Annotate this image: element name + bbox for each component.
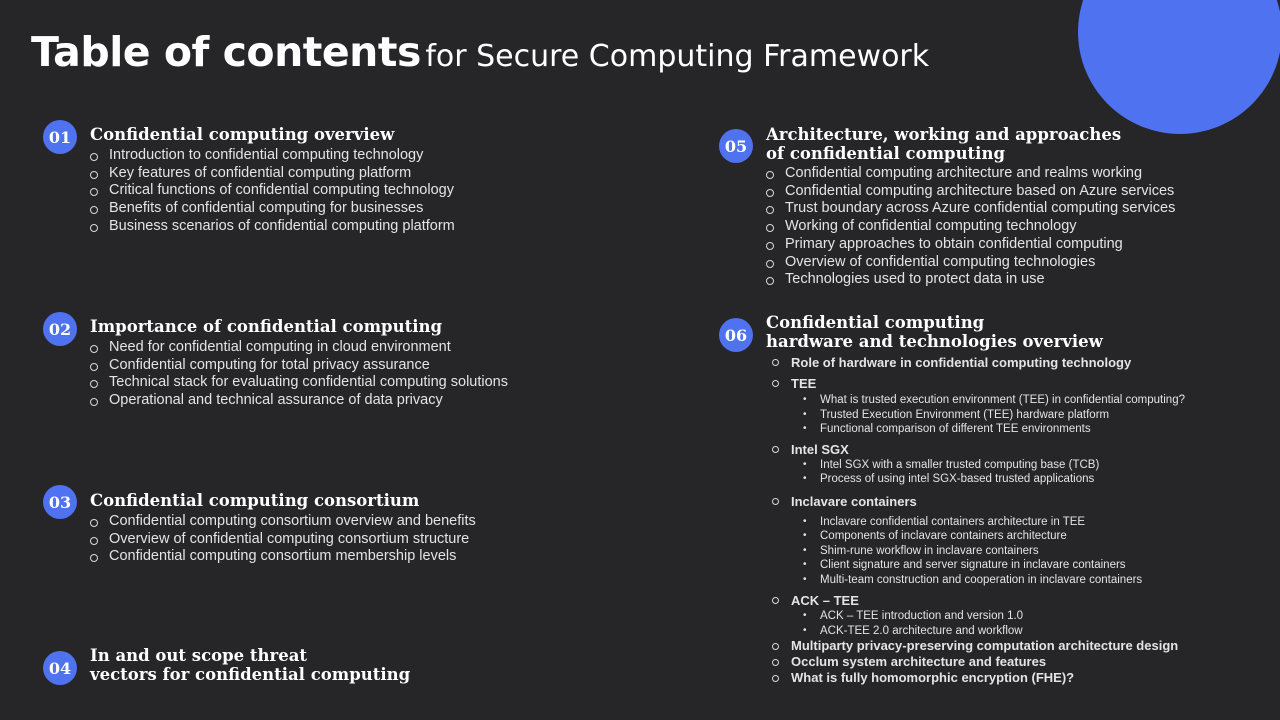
section-title — [766, 313, 1103, 351]
section-item-list — [90, 339, 508, 410]
section-item: Overview of confidential computing technologies — [766, 254, 1175, 272]
sub-item: • Process of using intel SGX-based trusted applications — [772, 472, 1252, 487]
title-subtitle: for Secure Computing Framework — [425, 39, 930, 74]
section-title — [90, 646, 410, 684]
section-number-badge: 02 — [43, 312, 77, 346]
section-item: Key features of confidential computing platform — [90, 165, 455, 183]
section-item: Technical stack for evaluating confidential computing solutions — [90, 374, 508, 392]
section-title-line: hardware and technologies overview — [766, 332, 1103, 351]
sub-item-list — [772, 609, 1252, 638]
section-item: Primary approaches to obtain confidential computing — [766, 236, 1175, 254]
sub-item: • Intel SGX with a smaller trusted computing base (TCB) — [772, 458, 1252, 473]
sub-item: • What is trusted execution environment (TEE) in confidential computing? — [772, 393, 1252, 408]
section-title-line: of confidential computing — [766, 144, 1005, 163]
sub-item-list — [772, 393, 1252, 437]
section-item: Intel SGX — [772, 441, 1252, 458]
section-item: Need for confidential computing in cloud environment — [90, 339, 508, 357]
section-title — [766, 125, 1121, 163]
sub-item: • Trusted Execution Environment (TEE) hardware platform — [772, 408, 1252, 423]
section-title — [90, 317, 442, 336]
section-number-badge: 05 — [719, 129, 753, 163]
section-item: Benefits of confidential computing for businesses — [90, 200, 455, 218]
section-item: Critical functions of confidential computing technology — [90, 182, 455, 200]
sub-item: • Multi-team construction and cooperation in inclavare containers — [772, 573, 1252, 588]
section-title-line: Confidential computing overview — [90, 125, 395, 144]
section-item: Inclavare containers — [772, 493, 1252, 510]
section-item-list — [766, 165, 1175, 289]
page-title — [31, 28, 929, 76]
sub-item: • Shim-rune workflow in inclavare containers — [772, 544, 1252, 559]
section-item: Confidential computing architecture based on Azure services — [766, 183, 1175, 201]
section-title-line: In and out scope threat — [90, 646, 308, 665]
section-number-badge: 04 — [43, 651, 77, 685]
section-item: Occlum system architecture and features — [772, 654, 1252, 670]
sub-item-list — [772, 515, 1252, 588]
section-item: TEE — [772, 375, 1252, 392]
section-item: Business scenarios of confidential computing platform — [90, 218, 455, 236]
section-item: Operational and technical assurance of data privacy — [90, 392, 508, 410]
section-item: Confidential computing consortium overview and benefits — [90, 513, 476, 531]
section-item: Technologies used to protect data in use — [766, 271, 1175, 289]
section-item: Confidential computing consortium membership levels — [90, 548, 476, 566]
decorative-circle — [1078, 0, 1280, 134]
section-number-badge: 01 — [43, 120, 77, 154]
sub-item: • ACK-TEE 2.0 architecture and workflow — [772, 624, 1252, 639]
title-main: Table of contents — [31, 28, 421, 76]
section-number-badge: 06 — [719, 318, 753, 352]
section-title-line: Importance of confidential computing — [90, 317, 442, 336]
sub-item-list — [772, 458, 1252, 487]
section-title-line: vectors for confidential computing — [90, 665, 411, 684]
section-title-line: Architecture, working and approaches — [766, 125, 1122, 144]
sub-item: • ACK – TEE introduction and version 1.0 — [772, 609, 1252, 624]
section-item: Working of confidential computing technology — [766, 218, 1175, 236]
section-title — [90, 125, 394, 144]
section-item: Multiparty privacy-preserving computation architecture design — [772, 638, 1252, 654]
section-item: Confidential computing architecture and realms working — [766, 165, 1175, 183]
section-item-list — [90, 147, 455, 236]
section-item-list — [772, 354, 1252, 686]
section-item-list — [90, 513, 476, 566]
section-title — [90, 491, 419, 510]
section-item: What is fully homomorphic encryption (FHE)? — [772, 670, 1252, 686]
sub-item: • Inclavare confidential containers architecture in TEE — [772, 515, 1252, 530]
section-title-line: Confidential computing consortium — [90, 491, 420, 510]
section-item: Overview of confidential computing consortium structure — [90, 531, 476, 549]
section-item: Introduction to confidential computing technology — [90, 147, 455, 165]
sub-item: • Client signature and server signature in inclavare containers — [772, 558, 1252, 573]
section-item: Confidential computing for total privacy assurance — [90, 357, 508, 375]
section-item: Role of hardware in confidential computing technology — [772, 354, 1252, 371]
sub-item: • Functional comparison of different TEE environments — [772, 422, 1252, 437]
section-title-line: Confidential computing — [766, 313, 985, 332]
section-number-badge: 03 — [43, 485, 77, 519]
section-item: Trust boundary across Azure confidential computing services — [766, 200, 1175, 218]
section-item: ACK – TEE — [772, 592, 1252, 609]
sub-item: • Components of inclavare containers architecture — [772, 529, 1252, 544]
